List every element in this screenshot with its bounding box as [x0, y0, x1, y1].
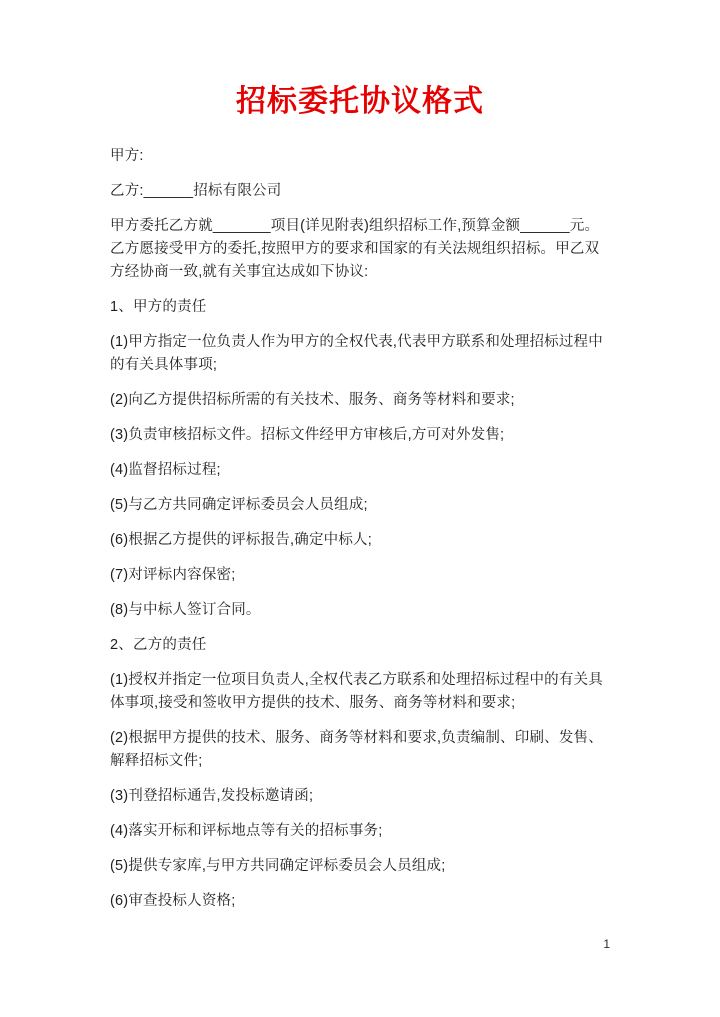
page-number: 1 [603, 937, 610, 951]
section-2-item-6: (6)审查投标人资格; [110, 893, 236, 909]
party-a-line: 甲方: [110, 148, 144, 164]
section-1-item-8: (8)与中标人签订合同。 [110, 602, 261, 618]
section-2-item-2: (2)根据甲方提供的技术、服务、商务等材料和要求,负责编制、印刷、发售、解释招标文件; [110, 730, 603, 769]
party-b-line: 乙方:______招标有限公司 [110, 183, 282, 199]
section-2-item-4: (4)落实开标和评标地点等有关的招标事务; [110, 823, 383, 839]
intro-paragraph: 甲方委托乙方就_______项目(详见附表)组织招标工作,预算金额______元。乙方愿接受甲方的委托,按照甲方的要求和国家的有关法规组织招标。甲乙双方经协商一致,就有关事宜达成如下协议: [110, 218, 600, 280]
section-1-item-5: (5)与乙方共同确定评标委员会人员组成; [110, 497, 368, 513]
document-title: 招标委托协议格式 [236, 85, 484, 118]
section-2-item-5: (5)提供专家库,与甲方共同确定评标委员会人员组成; [110, 858, 446, 874]
section-1-heading: 1、甲方的责任 [110, 299, 207, 315]
section-1-item-6: (6)根据乙方提供的评标报告,确定中标人; [110, 532, 372, 548]
section-1-item-3: (3)负责审核招标文件。招标文件经甲方审核后,方可对外发售; [110, 427, 505, 443]
section-2-item-1: (1)授权并指定一位项目负责人,全权代表乙方联系和处理招标过程中的有关具体事项,接受和签收甲方提供的技术、服务、商务等材料和要求; [110, 672, 603, 711]
section-1-item-7: (7)对评标内容保密; [110, 567, 236, 583]
section-1-item-2: (2)向乙方提供招标所需的有关技术、服务、商务等材料和要求; [110, 392, 515, 408]
section-2-heading: 2、乙方的责任 [110, 637, 207, 653]
section-2-item-3: (3)刊登招标通告,发投标邀请函; [110, 788, 314, 804]
section-1-item-4: (4)监督招标过程; [110, 462, 221, 478]
section-1-item-1: (1)甲方指定一位负责人作为甲方的全权代表,代表甲方联系和处理招标过程中的有关具体事项; [110, 334, 603, 373]
